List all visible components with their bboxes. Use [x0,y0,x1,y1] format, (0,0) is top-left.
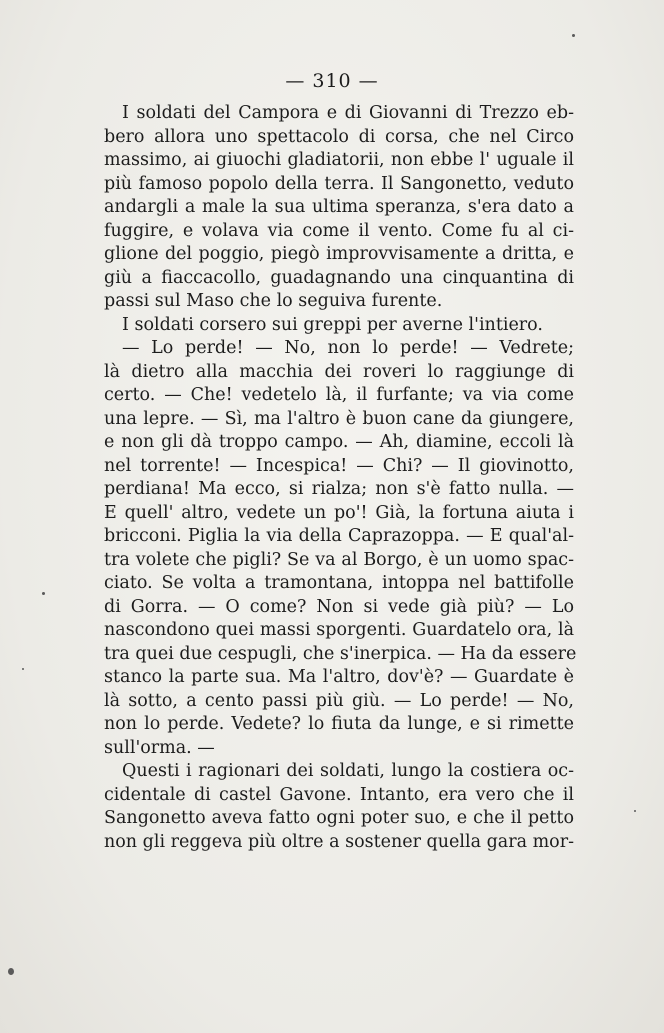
text-line: nel torrente! — Incespica! — Chi? — Il giovinotto, [104,455,574,476]
text-line: — Lo perde! — No, non lo perde! — Vedrete; [122,338,574,358]
text-line: tra volete che pigli? Se va al Borgo, è un uomo spac- [104,549,574,570]
page-number: — 310 — [285,70,379,92]
text-line: perdiana! Ma ecco, si rialza; non s'è fatto nulla. — [104,479,574,499]
body-text [104,102,577,854]
text-line: glione del poggio, piegò improvvisamente a dritta, e [104,244,574,264]
text-line: nascondono quei massi sporgenti. Guardatelo ora, là [104,620,574,640]
text-line: non lo perde. Vedete? lo fiuta da lunge, e si rimette [104,714,574,734]
paper-speck [42,592,45,595]
text-line: là sotto, a cento passi più giù. — Lo perde! — No, [104,690,574,711]
text-line: passi sul Maso che lo seguiva furente. [104,291,443,311]
text-line: e non gli dà troppo campo. — Ah, diamine, eccoli là [104,432,574,452]
text-line: più famoso popolo della terra. Il Sangonetto, veduto [104,173,574,194]
text-line: bricconi. Piglia la via della Caprazoppa. — E qual'al- [104,526,574,546]
paper-speck [634,810,636,812]
text-line: andargli a male la sua ultima speranza, s'era dato a [104,197,574,217]
text-line: non gli reggeva più oltre a sostener quella gara mor- [104,831,574,852]
text-line: tra quei due cespugli, che s'inerpica. — Ha da essere [104,643,577,664]
text-line: cidentale di castel Gavone. Intanto, era vero che il [104,784,574,805]
text-line: sull'orma. — [104,737,215,758]
paper-speck [572,34,575,37]
text-line: Questi i ragionari dei soldati, lungo la costiera oc- [122,761,574,781]
text-line: massimo, ai giuochi gladiatorii, non ebbe l' uguale il [104,150,574,170]
text-line: certo. — Che! vedetelo là, il furfante; va via come [104,385,574,405]
paper-speck [22,668,24,670]
text-line: bero allora uno spettacolo di corsa, che nel Circo [104,126,574,147]
text-line: Sangonetto aveva fatto ogni poter suo, e che il petto [104,808,574,828]
text-line: una lepre. — Sì, ma l'altro è buon cane da giungere, [104,408,574,429]
text-line: fuggire, e volava via come il vento. Come fu al ci- [104,220,574,241]
text-line: E quell' altro, vedete un po'! Già, la fortuna aiuta i [104,502,574,523]
paper-speck [8,968,14,975]
text-line: I soldati corsero sui greppi per averne l'intiero. [122,314,543,335]
text-line: di Gorra. — O come? Non si vede già più? — Lo [104,596,574,617]
text-line: giù a fiaccacollo, guadagnando una cinquantina di [104,267,574,288]
text-line: ciato. Se volta a tramontana, intoppa nel battifolle [104,573,574,593]
text-line: là dietro alla macchia dei roveri lo raggiunge di [104,361,574,382]
text-line: stanco la parte sua. Ma l'altro, dov'è? — Guardate è [104,667,574,687]
text-line: I soldati del Campora e di Giovanni di Trezzo eb- [122,103,574,123]
